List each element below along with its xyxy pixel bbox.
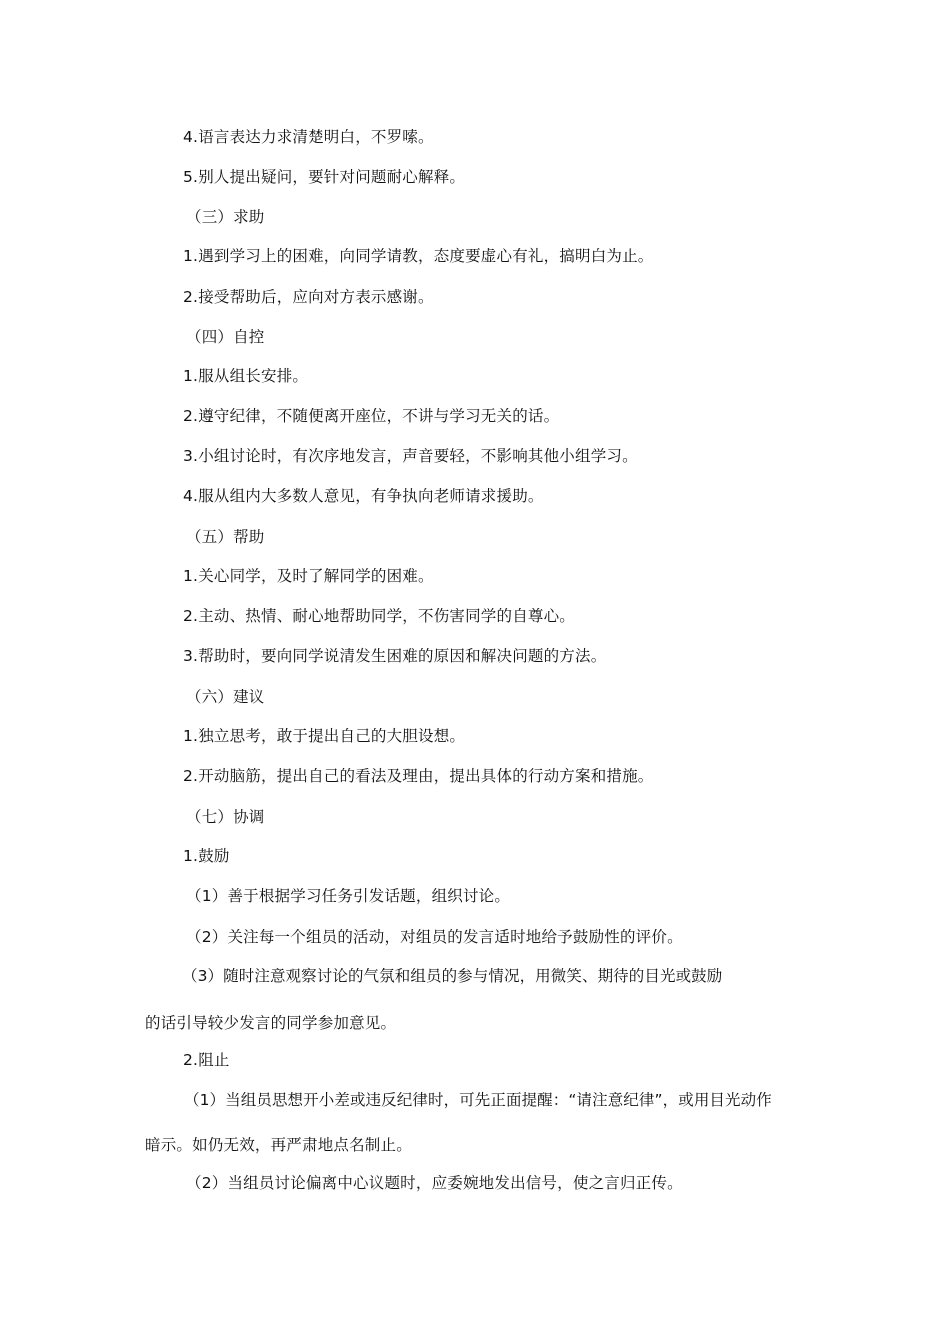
- paragraph: 2.开动脑筋，提出自己的看法及理由，提出具体的行动方案和措施。: [183, 767, 654, 785]
- paragraph: 3.小组讨论时，有次序地发言，声音要轻，不影响其他小组学习。: [183, 447, 638, 465]
- section-heading: （五）帮助: [186, 528, 265, 546]
- paragraph: （1）善于根据学习任务引发话题，组织讨论。: [186, 887, 511, 905]
- section-heading: （四）自控: [186, 328, 265, 346]
- subheading: 2.阻止: [183, 1051, 230, 1069]
- section-heading: （六）建议: [186, 688, 265, 706]
- paragraph: （1）当组员思想开小差或违反纪律时，可先正面提醒：“请注意纪律”，或用目光动作: [184, 1091, 772, 1109]
- paragraph: 2.主动、热情、耐心地帮助同学，不伤害同学的自尊心。: [183, 607, 575, 625]
- section-heading: （七）协调: [186, 808, 265, 826]
- paragraph: 2.遵守纪律，不随便离开座位，不讲与学习无关的话。: [183, 407, 560, 425]
- paragraph: 5.别人提出疑问，要针对问题耐心解释。: [183, 168, 466, 186]
- paragraph: 1.服从组长安排。: [183, 367, 309, 385]
- section-heading: （三）求助: [186, 208, 265, 226]
- paragraph: 3.帮助时，要向同学说清发生困难的原因和解决问题的方法。: [183, 647, 607, 665]
- paragraph: （2）关注每一个组员的活动，对组员的发言适时地给予鼓励性的评价。: [186, 928, 683, 946]
- paragraph: 1.独立思考，敢于提出自己的大胆设想。: [183, 727, 466, 745]
- paragraph-continuation: 的话引导较少发言的同学参加意见。: [145, 1014, 397, 1032]
- subheading: 1.鼓励: [183, 847, 230, 865]
- paragraph: 4.语言表达力求清楚明白，不罗嗦。: [183, 128, 434, 146]
- paragraph: 1.关心同学，及时了解同学的困难。: [183, 567, 434, 585]
- paragraph: 2.接受帮助后，应向对方表示感谢。: [183, 288, 434, 306]
- paragraph: （3）随时注意观察讨论的气氛和组员的参与情况，用微笑、期待的目光或鼓励: [182, 967, 723, 985]
- paragraph: 1.遇到学习上的困难，向同学请教，态度要虚心有礼，搞明白为止。: [183, 247, 654, 265]
- paragraph-continuation: 暗示。如仍无效，再严肃地点名制止。: [145, 1136, 412, 1154]
- paragraph: 4.服从组内大多数人意见，有争执向老师请求援助。: [183, 487, 544, 505]
- paragraph: （2）当组员讨论偏离中心议题时，应委婉地发出信号，使之言归正传。: [186, 1174, 683, 1192]
